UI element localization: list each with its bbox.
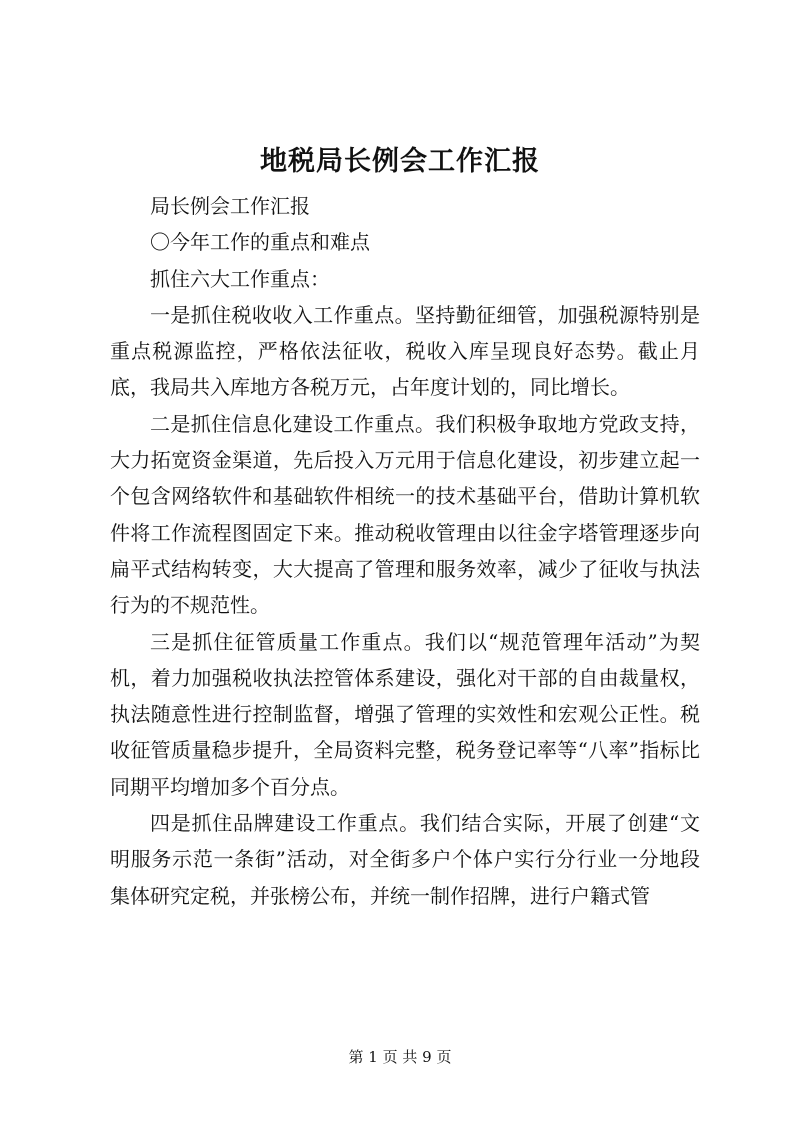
document-title: 地税局长例会工作汇报 bbox=[260, 146, 540, 177]
paragraph-intro: 抓住六大工作重点： bbox=[150, 266, 330, 291]
paragraph-point-2: 二是抓住信息化建设工作重点。我们积极争取地方党政支持，大力拓宽资金渠道，先后投入万元用于信息化建设，初步建立起一个包含网络软件和基础软件相统一的技术基础平台，借助计算机软件将工作流程图固定下来。推动税收管理由以往金字塔管理逐步向扁平式结构转变，大大提高了管理和服务效率，减少了征收与执法行为的不规范性。 bbox=[110, 411, 700, 618]
paragraph-point-1: 一是抓住税收收入工作重点。坚持勤征细管，加强税源特别是重点税源监控，严格依法征收，税收入库呈现良好态势。截止月底，我局共入库地方各税万元，占年度计划的，同比增长。 bbox=[110, 302, 700, 400]
page-number-footer: 第 1 页 共 9 页 bbox=[348, 1048, 452, 1066]
paragraph-section-heading: 〇今年工作的重点和难点 bbox=[150, 230, 370, 255]
paragraph-point-3: 三是抓住征管质量工作重点。我们以“规范管理年活动”为契机，着力加强税收执法控管体系建设，强化对干部的自由裁量权，执法随意性进行控制监督，增强了管理的实效性和宏观公正性。税收征管质量稳步提升，全局资料完整，税务登记率等“八率”指标比同期平均增加多个百分点。 bbox=[110, 629, 700, 799]
paragraph-point-4: 四是抓住品牌建设工作重点。我们结合实际，开展了创建“文明服务示范一条街”活动，对全街多户个体户实行分行业一分地段集体研究定税，并张榜公布，并统一制作招牌，进行户籍式管 bbox=[110, 811, 700, 908]
paragraph-subtitle: 局长例会工作汇报 bbox=[150, 194, 310, 218]
document-body bbox=[110, 188, 700, 914]
